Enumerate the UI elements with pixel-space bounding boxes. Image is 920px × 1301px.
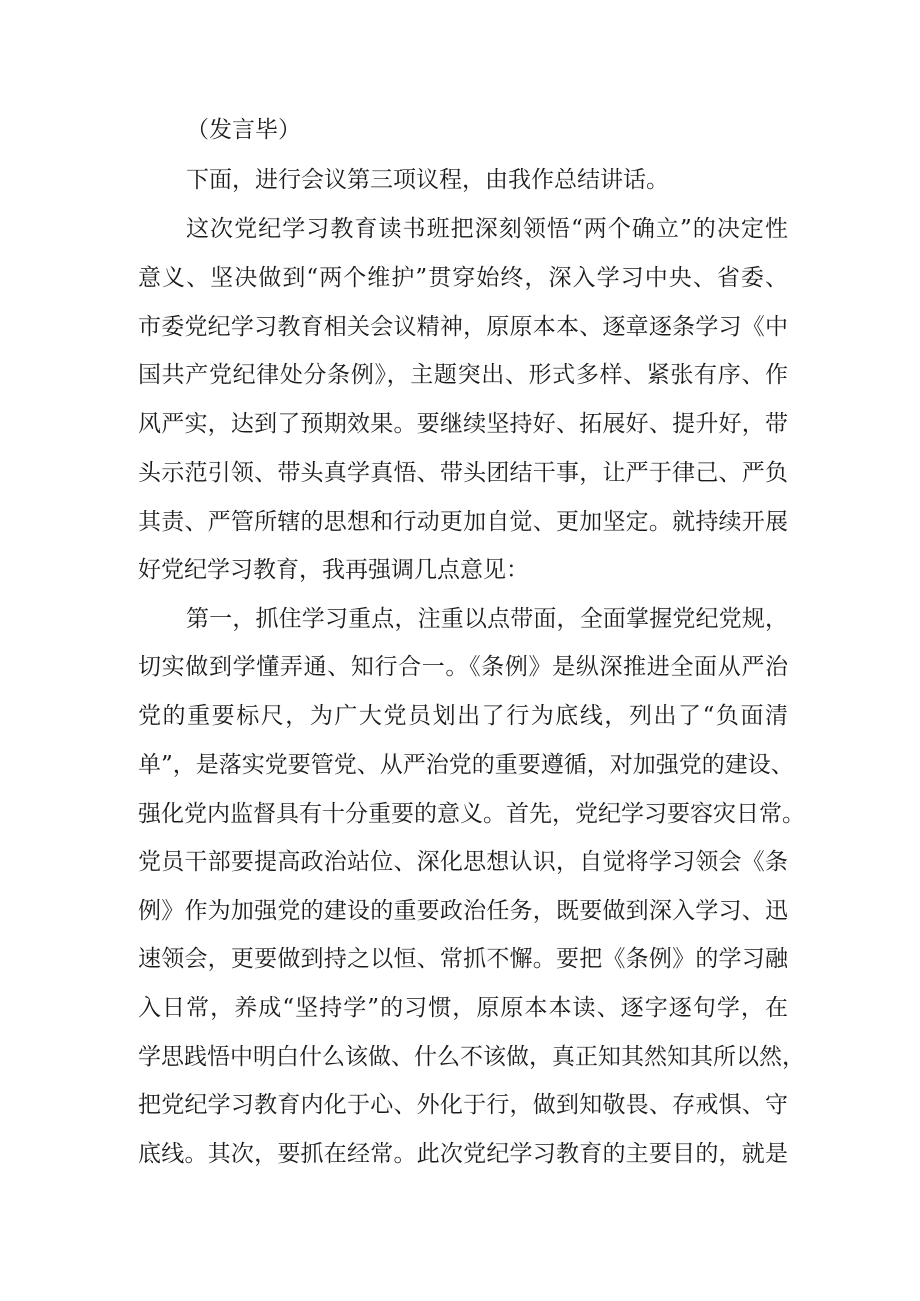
agenda-line: 下面，进行会议第三项议程，由我作总结讲话。 — [186, 167, 669, 193]
paragraph-line: 底线。其次，要抓在经常。此次党纪学习教育的主要目的，就是 — [138, 1141, 788, 1167]
paragraph-line: 入日常，养成“坚持学”的习惯，原原本本读、逐字逐句学，在 — [138, 995, 788, 1021]
paragraph-line: 意义、坚决做到“两个维护”贯穿始终，深入学习中央、省委、 — [138, 265, 788, 291]
paragraph-line: 单”，是落实党要管党、从严治党的重要遵循，对加强党的建设、 — [138, 752, 794, 778]
paragraph-line: 切实做到学懂弄通、知行合一。《条例》是纵深推进全面从严治 — [138, 654, 788, 680]
paragraph-line: 党的重要标尺，为广大党员划出了行为底线，列出了“负面清 — [138, 703, 788, 729]
paragraph-line: 市委党纪学习教育相关会议精神，原原本本、逐章逐条学习《中 — [138, 314, 788, 340]
paragraph-line: 第一，抓住学习重点，注重以点带面，全面掌握党纪党规， — [186, 606, 788, 632]
paragraph-line: 好党纪学习教育，我再强调几点意见： — [138, 557, 529, 583]
paragraph-line: 其责、严管所辖的思想和行动更加自觉、更加坚定。就持续开展 — [138, 509, 788, 535]
paragraph-line: 强化党内监督具有十分重要的意义。首先，党纪学习要容灾日常。 — [138, 801, 805, 827]
paragraph-line: 这次党纪学习教育读书班把深刻领悟“两个确立”的决定性 — [186, 216, 788, 242]
paragraph-line: 速领会，更要做到持之以恒、常抓不懈。要把《条例》的学习融 — [138, 946, 788, 972]
paragraph-line: 学思践悟中明白什么该做、什么不该做，真正知其然知其所以然， — [138, 1044, 805, 1070]
paragraph-line: 风严实，达到了预期效果。要继续坚持好、拓展好、提升好，带 — [138, 411, 788, 437]
closing-remark: （发言毕） — [186, 117, 301, 143]
paragraph-line: 国共产党纪律处分条例》，主题突出、形式多样、紧张有序、作 — [138, 362, 788, 388]
paragraph-line: 把党纪学习教育内化于心、外化于行，做到知敬畏、存戒惧、守 — [138, 1092, 788, 1118]
paragraph-line: 头示范引领、带头真学真悟、带头团结干事，让严于律己、严负 — [138, 460, 788, 486]
paragraph-line: 例》作为加强党的建设的重要政治任务，既要做到深入学习、迅 — [138, 898, 788, 924]
paragraph-line: 党员干部要提高政治站位、深化思想认识，自觉将学习领会《条 — [138, 849, 788, 875]
